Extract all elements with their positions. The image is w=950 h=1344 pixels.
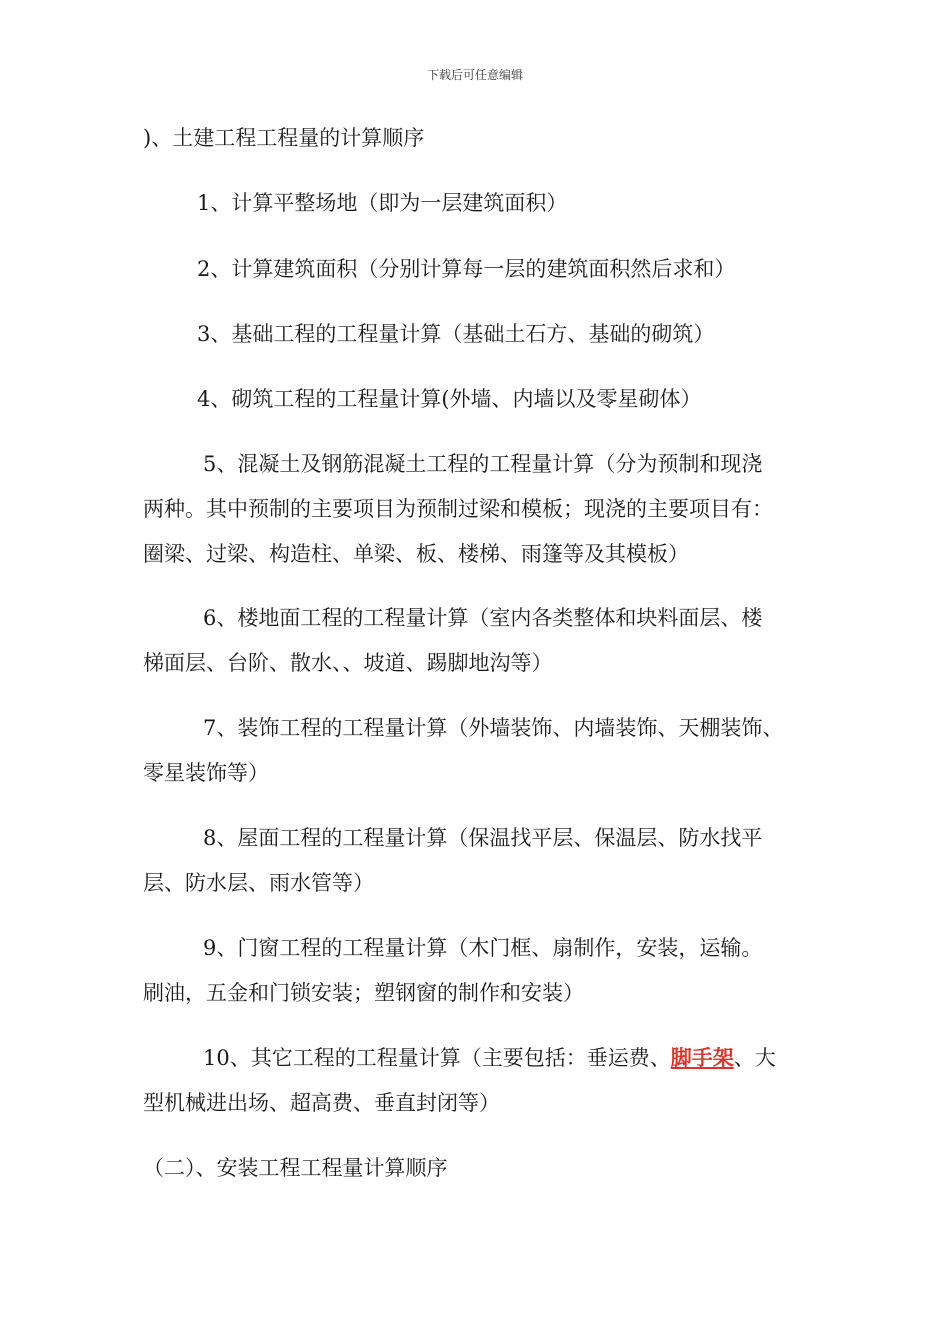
list-item-text: 、大 <box>733 1046 776 1070</box>
list-item-continuation: 层、防水层、雨水管等） <box>143 871 374 895</box>
page-header: 下载后可任意编辑 <box>426 68 523 82</box>
list-item: 7、装饰工程的工程量计算（外墙装饰、内墙装饰、天棚装饰、 <box>203 716 784 740</box>
list-item-continuation: 型机械进出场、超高费、垂直封闭等） <box>143 1091 500 1115</box>
section-title: )、土建工程工程量的计算顺序 <box>143 126 425 150</box>
list-item-continuation: 两种。其中预制的主要项目为预制过梁和模板；现浇的主要项目有： <box>143 497 773 521</box>
list-item: 5、混凝土及钢筋混凝土工程的工程量计算（分为预制和现浇 <box>203 452 763 476</box>
list-item: 2、计算建筑面积（分别计算每一层的建筑面积然后求和） <box>197 257 736 281</box>
list-item: 6、楼地面工程的工程量计算（室内各类整体和块料面层、楼 <box>203 606 763 630</box>
scaffold-link[interactable]: 脚手架 <box>670 1045 734 1070</box>
list-item-continuation: 刷油，五金和门锁安装；塑钢窗的制作和安装） <box>143 981 584 1005</box>
list-item-text: 10、其它工程的工程量计算（主要包括：垂运费、 <box>203 1046 671 1070</box>
list-item-continuation: 梯面层、台阶、散水、、坡道、踢脚地沟等） <box>143 651 553 675</box>
list-item-continuation: 零星装饰等） <box>143 761 269 785</box>
list-item: 8、屋面工程的工程量计算（保温找平层、保温层、防水找平 <box>203 826 763 850</box>
list-item <box>203 1045 776 1071</box>
list-item: 1、计算平整场地（即为一层建筑面积） <box>197 191 568 215</box>
list-item-continuation: 圈梁、过梁、构造柱、单梁、板、楼梯、雨篷等及其模板） <box>143 542 689 566</box>
list-item: 9、门窗工程的工程量计算（木门框、扇制作，安装，运输。 <box>203 936 763 960</box>
list-item: 4、砌筑工程的工程量计算(外墙、内墙以及零星砌体） <box>197 387 702 411</box>
section-title: （二）、安装工程工程量计算顺序 <box>143 1156 448 1180</box>
list-item: 3、基础工程的工程量计算（基础土石方、基础的砌筑） <box>197 322 715 346</box>
